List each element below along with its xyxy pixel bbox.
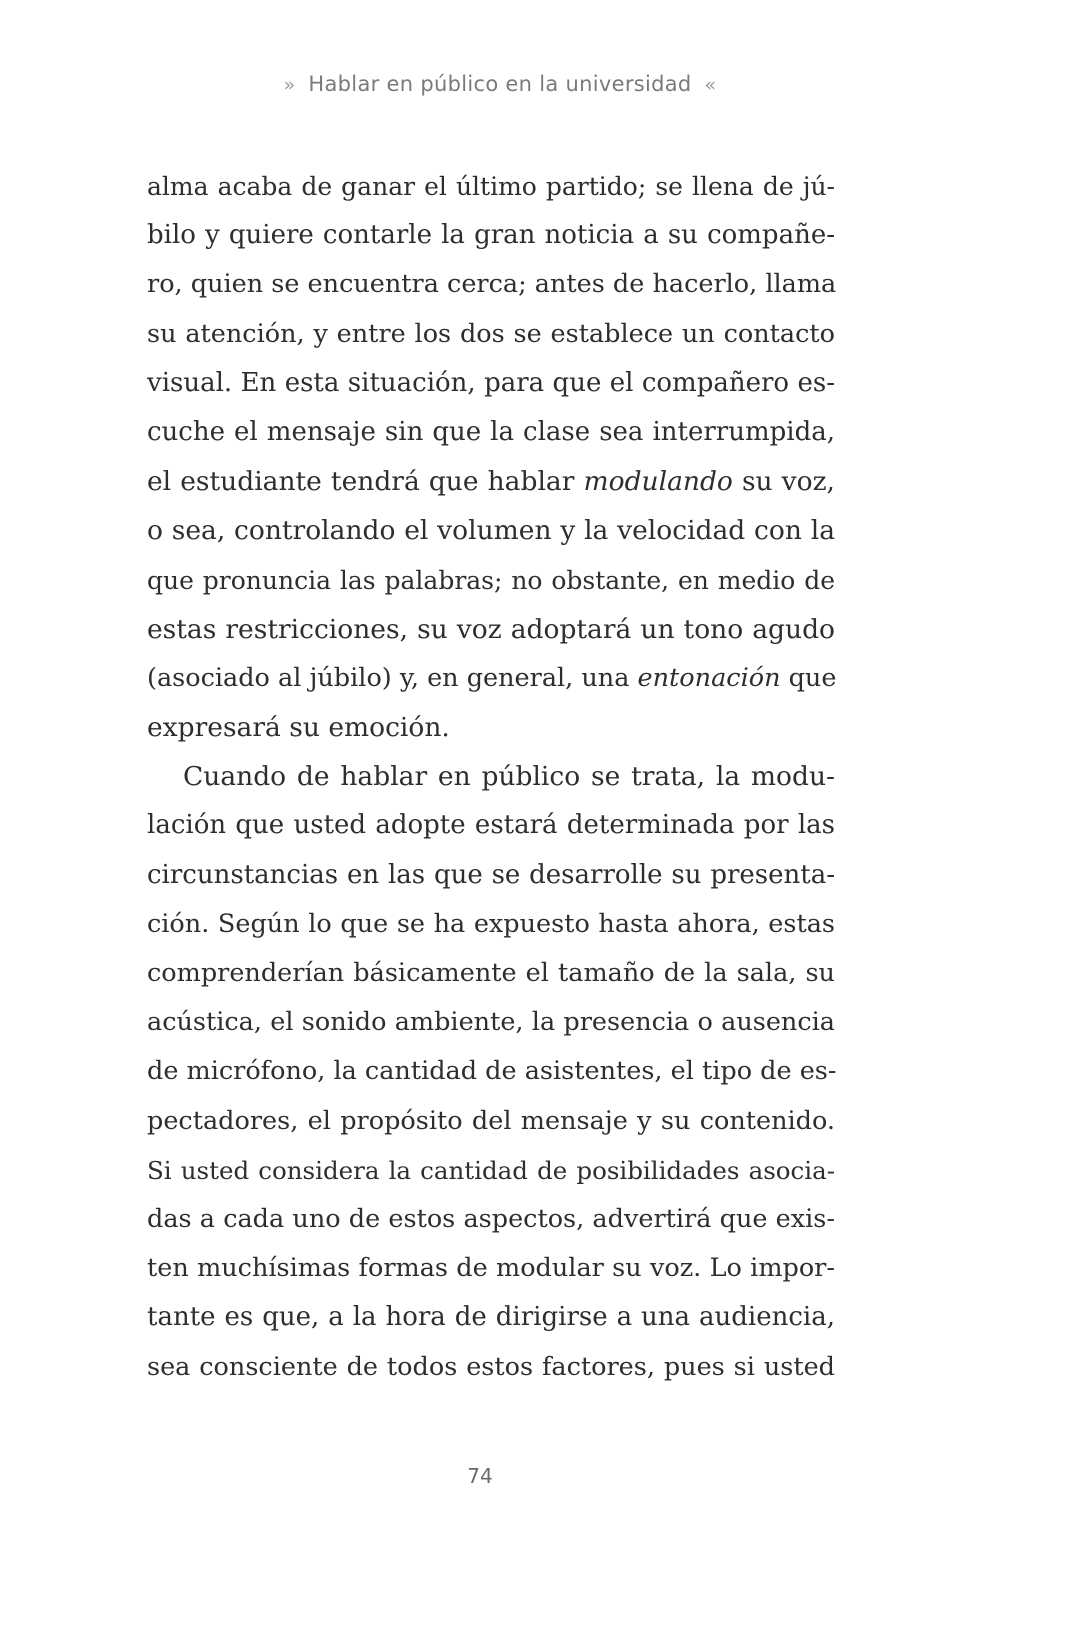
page-number: 74 — [467, 1464, 493, 1488]
text-line: ción. Según lo que se ha expuesto hasta ahora, estas — [147, 908, 835, 939]
text-line: o sea, controlando el volumen y la velocidad con la — [147, 515, 835, 547]
text-line: cuche el mensaje sin que la clase sea interrumpida, — [147, 416, 835, 447]
text-segment: que — [788, 662, 837, 693]
text-line: das a cada uno de estos aspectos, advertirá que exis- — [147, 1203, 835, 1234]
text-segment: su voz, — [741, 466, 835, 498]
text-line: pectadores, el propósito del mensaje y su contenido. — [147, 1105, 835, 1136]
text-line: tante es que, a la hora de dirigirse a una audiencia, — [147, 1302, 835, 1333]
text-line: ro, quien se encuentra cerca; antes de hacerlo, llama — [147, 269, 837, 300]
header-title: Hablar en público en la universidad — [308, 72, 692, 96]
text-line: comprenderían básicamente el tamaño de la sala, su — [147, 958, 835, 988]
text-line: expresará su emoción. — [147, 712, 450, 744]
paragraph-1 — [147, 162, 835, 752]
italic-term-modulando: modulando — [583, 466, 733, 498]
text-line: visual. En esta situación, para que el compañero es- — [147, 367, 835, 398]
text-line: lación que usted adopte estará determinada por las — [147, 810, 835, 841]
text-line: ten muchísimas formas de modular su voz. Lo impor- — [147, 1253, 835, 1284]
body-text — [147, 162, 835, 1392]
text-line: Cuando de hablar en público se trata, la modu- — [183, 761, 835, 793]
text-line — [147, 457, 835, 506]
text-line: de micrófono, la cantidad de asistentes, el tipo de es- — [147, 1056, 837, 1087]
text-line: Si usted considera la cantidad de posibilidades asocia- — [147, 1155, 835, 1185]
text-line: alma acaba de ganar el último partido; se llena de jú- — [147, 172, 835, 201]
text-line: que pronuncia las palabras; no obstante, en medio de — [147, 565, 835, 595]
italic-term-entonacion: entonación — [637, 662, 781, 693]
text-line: sea consciente de todos estos factores, pues si usted — [147, 1351, 835, 1382]
paragraph-2 — [147, 752, 835, 1391]
text-line: circunstancias en las que se desarrolle su presenta- — [147, 859, 835, 890]
running-header — [0, 72, 1000, 96]
text-line: estas restricciones, su voz adoptará un tono agudo — [147, 613, 835, 645]
header-close-mark: « — [704, 74, 717, 96]
text-line: acústica, el sonido ambiente, la presencia o ausencia — [147, 1007, 835, 1038]
header-open-mark: » — [283, 74, 296, 96]
text-line: su atención, y entre los dos se establece un contacto — [147, 318, 835, 349]
text-line — [147, 654, 835, 703]
text-segment: (asociado al júbilo) y, en general, una — [147, 662, 630, 693]
text-line: bilo y quiere contarle la gran noticia a su compañe- — [147, 220, 835, 251]
text-segment: el estudiante tendrá que hablar — [147, 466, 575, 498]
